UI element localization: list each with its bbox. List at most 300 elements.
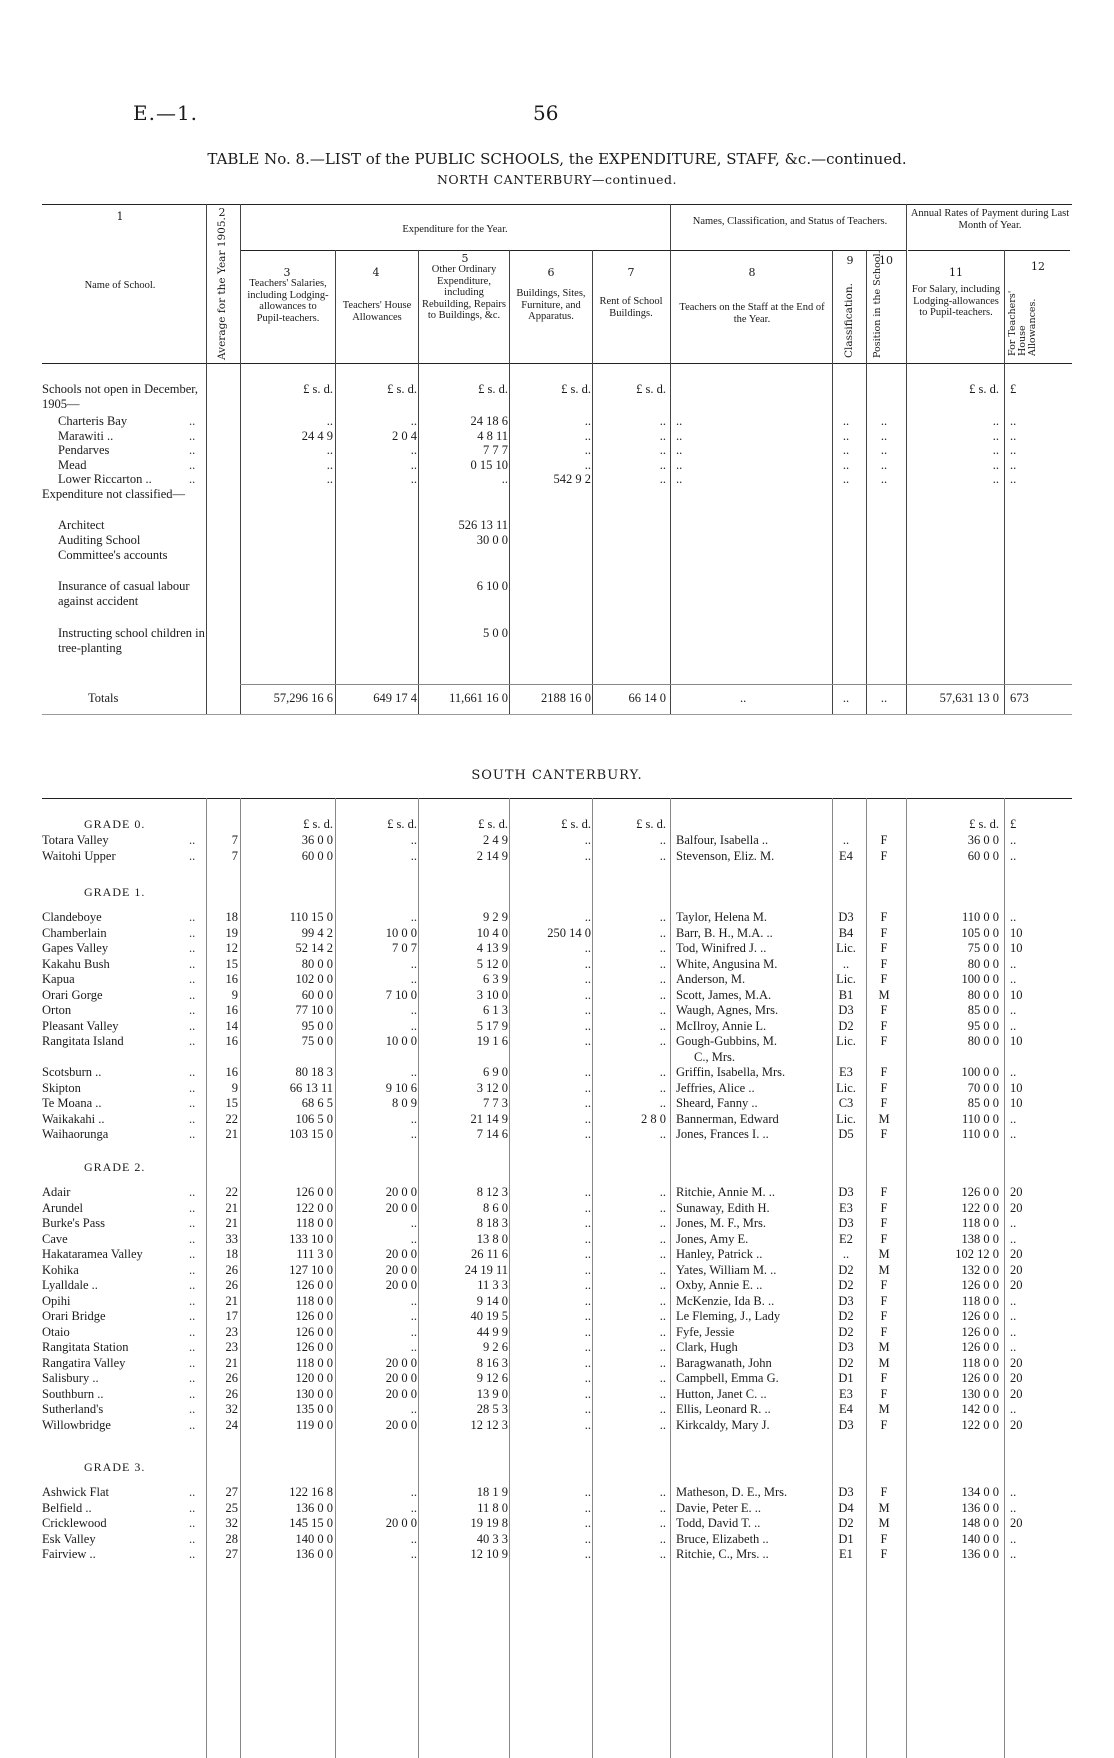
col2-header: Average for the Year 1905. [216, 217, 228, 360]
teacher-name: Jeffries, Alice .. [676, 1080, 755, 1095]
other-expenditure: 40 19 5 [470, 1309, 508, 1323]
rent: .. [659, 1531, 666, 1546]
north-row2-value: 5 0 0 [483, 626, 508, 640]
teacher-name: Gough-Gubbins, M. [676, 1034, 778, 1048]
totals-c12: 673 [1010, 691, 1029, 705]
house-allowance-rate: .. [1010, 833, 1017, 847]
teachers-salaries: 122 16 8 [289, 1485, 333, 1499]
classification: D3 [838, 1185, 854, 1199]
totals-top-rule [240, 684, 1072, 685]
other-expenditure: 0 15 10 [470, 457, 508, 472]
leader-dots: .. [189, 972, 196, 986]
house-allowance-rate: 20 [1010, 1185, 1023, 1199]
average-attendance: 16 [225, 1034, 238, 1048]
other-expenditure: 2 14 9 [476, 848, 508, 863]
teacher-name: Ellis, Leonard R. .. [676, 1402, 771, 1416]
north-row2-name: Insurance of casual labour against accident [58, 579, 190, 608]
leader-dots: .. [189, 1402, 196, 1416]
table-row [0, 1340, 1114, 1355]
rent: .. [659, 956, 666, 971]
rates-group-header: Annual Rates of Payment during Last Month of Year. [910, 208, 1070, 231]
teachers-salaries: 126 0 0 [295, 1309, 333, 1323]
leader-dots: .. [189, 956, 196, 971]
salary-rate: 110 0 0 [961, 1111, 999, 1126]
classification: D5 [838, 1127, 854, 1141]
house-allowances: 20 0 0 [385, 1386, 417, 1401]
house-allowances: 20 0 0 [385, 1247, 417, 1261]
col11-header: For Salary, including Lodging-allowances to Pupil-teachers. [911, 284, 1001, 318]
position: .. [880, 472, 888, 486]
teachers-salaries: 60 0 0 [301, 848, 333, 863]
group-rule-rates [908, 250, 1070, 251]
other-expenditure: 7 14 6 [476, 1127, 508, 1141]
totals-c5: 11,661 16 0 [449, 691, 508, 705]
school-name: Scotsburn .. [42, 1065, 102, 1079]
buildings-expenditure: .. [584, 1216, 591, 1230]
rent: .. [659, 925, 666, 940]
rent: .. [659, 1324, 666, 1339]
teacher-name: Clark, Hugh [676, 1340, 738, 1354]
position: F [880, 1216, 888, 1230]
other-expenditure: 28 5 3 [476, 1402, 508, 1416]
teachers-salaries: 111 3 0 [296, 1247, 333, 1261]
other-expenditure: 5 12 0 [476, 956, 508, 971]
col7-number: 7 [627, 266, 635, 279]
position: F [880, 1531, 888, 1546]
classification: D3 [838, 910, 854, 924]
school-name: Esk Valley [42, 1531, 96, 1546]
classification: D3 [838, 1417, 854, 1432]
school-name: Kakahu Bush [42, 956, 110, 971]
position: F [880, 910, 888, 924]
school-name: Otaio [42, 1324, 70, 1339]
teacher-name: Sheard, Fanny .. [676, 1096, 758, 1110]
teachers-salaries: 80 0 0 [301, 956, 333, 971]
rent: .. [659, 472, 666, 486]
position: F [880, 1371, 888, 1385]
leader-dots: .. [189, 457, 196, 472]
house-allowance-rate: .. [1010, 1111, 1017, 1126]
average-attendance: 23 [225, 1324, 238, 1339]
house-allowances: .. [410, 1402, 417, 1416]
teachers-salaries: .. [326, 472, 333, 486]
house-allowance-rate: 20 [1010, 1417, 1023, 1432]
table-row [0, 1263, 1114, 1278]
house-allowances: 20 0 0 [385, 1371, 417, 1385]
school-name: Marawiti .. [58, 428, 114, 443]
teachers-salaries: .. [326, 457, 333, 472]
school-name: Salisbury .. [42, 1371, 99, 1385]
average-attendance: 26 [225, 1262, 238, 1277]
table-row [0, 1127, 1114, 1142]
other-expenditure: 12 12 3 [470, 1417, 508, 1432]
classification: E2 [839, 1231, 853, 1246]
col11-number: 11 [949, 266, 963, 279]
classification: Lic. [836, 972, 856, 986]
teachers-salaries: 52 14 2 [295, 941, 333, 955]
rent: .. [659, 428, 666, 443]
teacher-name: .. [676, 472, 683, 486]
average-attendance: 32 [225, 1402, 238, 1416]
teachers-salaries: 126 0 0 [295, 1340, 333, 1354]
group-rule [240, 250, 906, 251]
table-row [0, 941, 1114, 956]
other-expenditure: 13 9 0 [476, 1386, 508, 1401]
classification: C3 [838, 1096, 854, 1110]
school-name: Opihi [42, 1293, 71, 1308]
position: M [878, 1402, 890, 1416]
school-name: Orari Bridge [42, 1309, 106, 1323]
currency-label: £ s. d. [561, 382, 591, 396]
salary-rate: 118 0 0 [961, 1355, 999, 1370]
school-name: Rangitata Station [42, 1340, 129, 1354]
totals-c6: 2188 16 0 [541, 691, 591, 705]
position: F [880, 1185, 888, 1199]
school-name: Lyalldale .. [42, 1278, 98, 1292]
col6-header: Buildings, Sites, Furniture, and Apparatus. [516, 288, 586, 322]
table-row [0, 1387, 1114, 1402]
leader-dots: .. [189, 1080, 196, 1095]
teachers-salaries: 110 15 0 [289, 910, 333, 924]
currency-label: £ s. d. [636, 382, 666, 396]
position: F [880, 1018, 888, 1033]
teachers-salaries: 103 15 0 [289, 1127, 333, 1141]
grade-label: GRADE 0. [84, 817, 146, 831]
salary-rate: 132 0 0 [961, 1262, 999, 1277]
table-row [0, 1325, 1114, 1340]
house-allowance-rate: .. [1010, 1340, 1017, 1354]
other-expenditure: 9 14 0 [476, 1293, 508, 1308]
average-attendance: 12 [225, 941, 238, 955]
rent: .. [659, 1034, 666, 1048]
rent: .. [659, 457, 666, 472]
classification: E4 [839, 848, 853, 863]
buildings-expenditure: .. [584, 443, 591, 457]
house-allowance-rate: .. [1010, 1065, 1017, 1079]
house-allowances: .. [410, 457, 417, 472]
header-bottom-rule [42, 363, 1072, 364]
salary-rate: .. [992, 428, 999, 443]
classification: D3 [838, 1485, 854, 1499]
position: F [880, 956, 888, 971]
teacher-name: Campbell, Emma G. [676, 1371, 779, 1385]
rent: .. [659, 1216, 666, 1230]
house-allowance-rate: 10 [1010, 1080, 1023, 1095]
leader-dots: .. [189, 833, 196, 847]
school-name: Burke's Pass [42, 1216, 106, 1230]
house-allowances: .. [410, 1340, 417, 1354]
house-allowances: .. [410, 848, 417, 863]
teacher-name: Bannerman, Edward [676, 1111, 779, 1126]
salary-rate: 60 0 0 [967, 848, 999, 863]
house-allowances: 20 0 0 [385, 1262, 417, 1277]
teachers-salaries: 120 0 0 [295, 1371, 333, 1385]
teachers-salaries: 126 0 0 [295, 1278, 333, 1292]
average-attendance: 16 [225, 1065, 238, 1079]
table-row [0, 1232, 1114, 1247]
other-expenditure: 3 12 0 [476, 1080, 508, 1095]
table-row [0, 1402, 1114, 1417]
classification: E3 [839, 1065, 853, 1079]
buildings-expenditure: .. [584, 1371, 591, 1385]
position: M [878, 1355, 890, 1370]
table-row [0, 1371, 1114, 1386]
other-expenditure: 6 1 3 [483, 1003, 508, 1017]
col10-header: Position in the School. [872, 250, 883, 358]
salary-rate: 110 0 0 [961, 1127, 999, 1141]
north-row2-name: Architect [58, 518, 105, 532]
house-allowances: 20 0 0 [385, 1185, 417, 1199]
col5-header: Other Ordinary Expenditure, including Rebuilding, Repairs to Buildings, &c. [422, 264, 506, 321]
school-name: Skipton [42, 1080, 81, 1095]
totals-c7: 66 14 0 [628, 691, 666, 705]
leader-dots: .. [189, 848, 196, 863]
salary-rate: 36 0 0 [967, 833, 999, 847]
table-row [0, 443, 1114, 458]
position: F [880, 1293, 888, 1308]
house-allowance-rate: .. [1010, 428, 1017, 443]
col4-header: Teachers' House Allowances [342, 300, 412, 323]
salary-rate: 140 0 0 [961, 1531, 999, 1546]
average-attendance: 7 [231, 833, 238, 847]
col9-header: Classification. [843, 283, 855, 358]
buildings-expenditure: .. [584, 1185, 591, 1199]
leader-dots: .. [189, 1200, 196, 1215]
teacher-name: McKenzie, Ida B. .. [676, 1293, 775, 1308]
salary-rate: 95 0 0 [967, 1018, 999, 1033]
house-allowances: .. [410, 910, 417, 924]
table-row [0, 1294, 1114, 1309]
leader-dots: .. [189, 925, 196, 940]
classification: D3 [838, 1216, 854, 1230]
buildings-expenditure: .. [584, 1293, 591, 1308]
col12-header: For Teachers' House Allowances. [1007, 290, 1038, 356]
house-allowance-rate: .. [1010, 414, 1017, 428]
table-row [0, 1034, 1114, 1049]
table-row [0, 1247, 1114, 1262]
salary-rate: 136 0 0 [961, 1500, 999, 1515]
other-expenditure: 4 13 9 [476, 941, 508, 955]
position: F [880, 1096, 888, 1110]
teachers-salaries: 66 13 11 [289, 1080, 333, 1095]
house-allowance-rate: 20 [1010, 1200, 1023, 1215]
house-allowances: 20 0 0 [385, 1417, 417, 1432]
table-row [0, 458, 1114, 473]
house-allowance-rate: .. [1010, 1003, 1017, 1017]
currency-row-north [0, 382, 1114, 397]
position: M [878, 987, 890, 1002]
teacher-name: Taylor, Helena M. [676, 910, 767, 924]
salary-rate: .. [992, 443, 999, 457]
teacher-name: Fyfe, Jessie [676, 1324, 735, 1339]
position: F [880, 972, 888, 986]
average-attendance: 33 [225, 1231, 238, 1246]
rent: .. [659, 1402, 666, 1416]
school-name: Kohika [42, 1262, 79, 1277]
table-row [0, 1532, 1114, 1547]
other-expenditure: 8 18 3 [476, 1216, 508, 1230]
leader-dots: .. [189, 1340, 196, 1354]
teacher-name: .. [676, 443, 683, 457]
buildings-expenditure: .. [584, 1247, 591, 1261]
school-name: Ashwick Flat [42, 1485, 110, 1499]
teachers-salaries: 126 0 0 [295, 1324, 333, 1339]
col10-number: 10 [879, 254, 893, 267]
house-allowance-rate: 20 [1010, 1262, 1023, 1277]
average-attendance: 26 [225, 1278, 238, 1292]
classification: D2 [838, 1018, 854, 1033]
average-attendance: 21 [225, 1200, 238, 1215]
position: F [880, 848, 888, 863]
expenditure-group-header: Expenditure for the Year. [402, 224, 508, 235]
leader-dots: .. [189, 1278, 196, 1292]
totals-c3: 57,296 16 6 [273, 691, 333, 705]
rent: .. [659, 910, 666, 924]
leader-dots: .. [189, 1065, 196, 1079]
rent: .. [659, 1247, 666, 1261]
other-expenditure: 12 10 9 [470, 1547, 508, 1561]
buildings-expenditure: .. [584, 1531, 591, 1546]
grade-label: GRADE 1. [84, 885, 146, 899]
other-expenditure: 19 19 8 [470, 1516, 508, 1530]
rent: .. [659, 1003, 666, 1017]
teacher-name: Ritchie, C., Mrs. .. [676, 1547, 769, 1561]
col9-number: 9 [846, 254, 854, 267]
salary-rate: 110 0 0 [961, 910, 999, 924]
currency-label: £ s. d. [561, 817, 591, 831]
teacher-name: .. [676, 414, 683, 428]
position: F [880, 1200, 888, 1215]
house-allowances: .. [410, 443, 417, 457]
school-name: Rangitata Island [42, 1034, 124, 1048]
position: F [880, 1278, 888, 1292]
leader-dots: .. [189, 1500, 196, 1515]
leader-dots: .. [189, 1247, 196, 1261]
salary-rate: 126 0 0 [961, 1278, 999, 1292]
table-row [0, 1547, 1114, 1562]
leader-dots: .. [189, 1547, 196, 1561]
leader-dots: .. [189, 1127, 196, 1141]
leader-dots: .. [189, 428, 196, 443]
classification: .. [842, 1247, 850, 1261]
school-name: Arundel [42, 1200, 83, 1215]
leader-dots: .. [189, 472, 196, 486]
house-allowances: .. [410, 972, 417, 986]
leader-dots: .. [189, 414, 196, 428]
house-allowance-rate: .. [1010, 443, 1017, 457]
salary-rate: 122 0 0 [961, 1417, 999, 1432]
names-group-header: Names, Classification, and Status of Teachers. [692, 216, 888, 227]
teachers-salaries: 68 6 5 [301, 1096, 333, 1110]
classification: D1 [838, 1531, 854, 1546]
buildings-expenditure: .. [584, 1402, 591, 1416]
average-attendance: 24 [225, 1417, 238, 1432]
house-allowance-rate: .. [1010, 1547, 1017, 1561]
classification: Lic. [836, 1034, 856, 1048]
teacher-name: McIlroy, Annie L. [676, 1018, 767, 1033]
teacher-name: Todd, David T. .. [676, 1516, 761, 1530]
position: M [878, 1247, 890, 1261]
school-name: Southburn .. [42, 1386, 104, 1401]
currency-label: £ [1010, 382, 1017, 396]
classification: D3 [838, 1003, 854, 1017]
north-row2-value: 526 13 11 [458, 518, 508, 532]
salary-rate: 100 0 0 [961, 1065, 999, 1079]
other-expenditure: 2 4 9 [483, 833, 508, 847]
average-attendance: 26 [225, 1386, 238, 1401]
house-allowances: 10 0 0 [385, 1034, 417, 1048]
table-row [0, 833, 1114, 848]
teacher-name: Davie, Peter E. .. [676, 1500, 762, 1515]
house-allowance-rate: 10 [1010, 1096, 1023, 1110]
teacher-name: Balfour, Isabella .. [676, 833, 769, 847]
school-name: Waihaorunga [42, 1127, 109, 1141]
table-row [0, 1112, 1114, 1127]
other-expenditure: 13 8 0 [476, 1231, 508, 1246]
position: .. [880, 443, 888, 457]
position: F [880, 1065, 888, 1079]
house-allowances: .. [410, 1216, 417, 1230]
average-attendance: 7 [231, 848, 238, 863]
table-row [0, 849, 1114, 864]
table-row [0, 1201, 1114, 1216]
position: F [880, 1547, 888, 1561]
house-allowance-rate: .. [1010, 956, 1017, 971]
house-allowance-rate: 10 [1010, 1034, 1023, 1048]
house-allowances: .. [410, 1127, 417, 1141]
house-allowances: 20 0 0 [385, 1516, 417, 1530]
salary-rate: 105 0 0 [961, 925, 999, 940]
other-expenditure: 11 3 3 [477, 1278, 508, 1292]
house-allowance-rate: .. [1010, 848, 1017, 863]
leader-dots: .. [189, 1216, 196, 1230]
table-row [0, 1485, 1114, 1500]
rent: .. [659, 1371, 666, 1385]
totals-c8: .. [740, 691, 747, 705]
salary-rate: 70 0 0 [967, 1080, 999, 1095]
average-attendance: 25 [225, 1500, 238, 1515]
teachers-salaries: 127 10 0 [289, 1262, 333, 1277]
table-row [0, 910, 1114, 925]
leader-dots: .. [189, 987, 196, 1002]
position: M [878, 1111, 890, 1126]
house-allowance-rate: 20 [1010, 1371, 1023, 1385]
average-attendance: 21 [225, 1216, 238, 1230]
buildings-expenditure: .. [584, 1262, 591, 1277]
salary-rate: 75 0 0 [967, 941, 999, 955]
house-allowance-rate: .. [1010, 1309, 1017, 1323]
position: F [880, 925, 888, 940]
other-expenditure: 21 14 9 [470, 1111, 508, 1126]
salary-rate: 126 0 0 [961, 1309, 999, 1323]
teachers-salaries: 145 15 0 [289, 1516, 333, 1530]
buildings-expenditure: .. [584, 987, 591, 1002]
house-allowances: 9 10 6 [385, 1080, 417, 1095]
rent: .. [659, 1200, 666, 1215]
leader-dots: .. [189, 1111, 196, 1126]
totals-c4: 649 17 4 [373, 691, 417, 705]
buildings-expenditure: .. [584, 1003, 591, 1017]
rent: .. [659, 1386, 666, 1401]
teachers-salaries: .. [326, 414, 333, 428]
classification: .. [842, 457, 850, 472]
average-attendance: 17 [225, 1309, 238, 1323]
house-allowance-rate: 20 [1010, 1278, 1023, 1292]
rent: .. [659, 1485, 666, 1499]
position: M [878, 1262, 890, 1277]
table-row [0, 972, 1114, 987]
leader-dots: .. [189, 1531, 196, 1546]
